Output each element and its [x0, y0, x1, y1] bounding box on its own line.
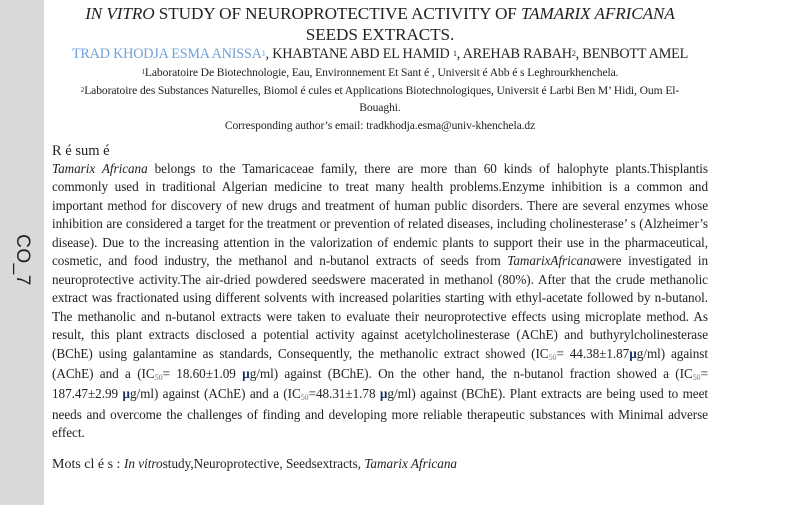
author-2-sup: 1 [452, 49, 457, 58]
affiliation-2-sup: 2 [80, 85, 85, 94]
paper-code: CO_7 [12, 234, 34, 286]
author-3-sup: 2 [571, 49, 576, 58]
keyword-invitro: In vitro [123, 455, 163, 471]
abs-text-2: were investigated in neuroprotective activity.The air-dried powdered seedswere macerated in methanol (80%). After that the crude methanolic extract was fractionated using different solvents with increased polarities starting with ethyl-acetate followed by n-butanol. The methanolic and n-butanol extracts were taken to evaluate their neuroprotective effects using microplate method. As result, this plant extracts disclosed a potential activity against acetylcholinesterase (AChE) and buthyrylcholinesterase (BChE) using galantamine as standards, Consequently, the methanolic extract showed (IC [52, 253, 708, 361]
corresponding-email: Corresponding author’s email: tradkhodja.esma@univ-khenchela.dz [224, 118, 536, 132]
abs-species: Tamarix Africana [52, 161, 148, 176]
author-2: , KHABTANE ABD EL HAMID [265, 46, 453, 62]
title-italic-invitro: IN VITRO [85, 4, 155, 23]
abs-text-1: belongs to the Tamaricaceae family, there are more than 60 kinds of halophyte plants.Thisplantis commonly used in traditional Algerian medicine to treat many health problems.Enzyme inhibition is a common and important method for discovery of new drugs and treatment of human public disorders. There are several enzymes whose inhibition are considered a target for the treatment or prevention of related diseases, including cholinesterase’ s (Alzheimer’s disease). Due to the increasing attention in the valorization of endemic plants to support their use in the pharmaceutical, cosmetic, and food industry, the methanol and n-butanol extracts of seeds from [52, 161, 708, 269]
ic50-sub-2: 50 [154, 372, 163, 382]
paper-title [52, 3, 708, 45]
paper-content [52, 3, 708, 474]
title-italic-species: TAMARIX AFRICANA [520, 4, 675, 23]
affiliation-1 [52, 64, 708, 82]
abs-val-2: = 18.60±1.09 [162, 365, 243, 381]
abstract-body [52, 160, 708, 443]
abs-val-3: = 187.47±2.99 [52, 365, 708, 402]
affiliation-2-text: Laboratoire des Substances Naturelles, Biomol é cules et Applications Biotechnologiques, Universit é Larbi Ben M’ Hidi, Oum El-Bouaghi. [84, 83, 680, 114]
title-line2: SEEDS EXTRACTS. [305, 25, 455, 44]
sidebar-strip [0, 0, 44, 505]
keywords-label: Mots cl é s : [52, 456, 124, 472]
abs-val-1: = 44.38±1.87 [556, 345, 630, 361]
sidebar-code-label [7, 230, 37, 290]
ic50-sub-3: 50 [692, 372, 701, 382]
first-author-sup: 1 [261, 49, 266, 58]
author-4: , BENBOTT AMEL [575, 46, 689, 62]
ic50-sub-4: 50 [300, 393, 309, 403]
keyword-species: Tamarix Africana [364, 455, 458, 471]
abs-text-5: g/ml) against (AChE) and a (IC [129, 386, 301, 402]
abs-species-2: TamarixAfricana [507, 253, 597, 269]
ic50-sub-1: 50 [548, 352, 557, 362]
abs-text-4: g/ml) against (BChE). On the other hand, the n-butanol fraction showed a (IC [249, 365, 693, 381]
keywords-text: study,Neuroprotective, Seedsextracts, [162, 455, 365, 471]
mu-symbol: µ [242, 365, 250, 381]
mu-symbol: µ [379, 386, 388, 402]
title-text: STUDY OF NEUROPROTECTIVE ACTIVITY OF [154, 4, 521, 23]
affiliation-1-text: Laboratoire De Biotechnologie, Eau, Environnement Et Sant é , Universit é Abb é s Leghrourkhenchela. [144, 66, 619, 79]
author-list [52, 45, 708, 64]
abs-text-3: g/ml) against (AChE) and a (IC [52, 345, 709, 381]
affiliation-1-sup: 1 [141, 68, 145, 76]
mu-symbol: µ [122, 386, 130, 402]
first-author: TRAD KHODJA ESMA ANISSA [71, 46, 262, 62]
mu-symbol: µ [629, 345, 637, 361]
abs-val-4: =48.31±1.78 [308, 386, 380, 402]
affiliation-2 [52, 82, 708, 117]
abs-text-6: g/ml) against (BChE). Plant extracts are being used to meet needs and overcome the challenges of finding and developing more reliable therapeutic substances with Minimal adverse effect. [52, 386, 709, 441]
author-3: , AREHAB RABAH [456, 46, 572, 62]
resume-heading: R é sum é [52, 143, 110, 159]
keywords [52, 455, 708, 474]
